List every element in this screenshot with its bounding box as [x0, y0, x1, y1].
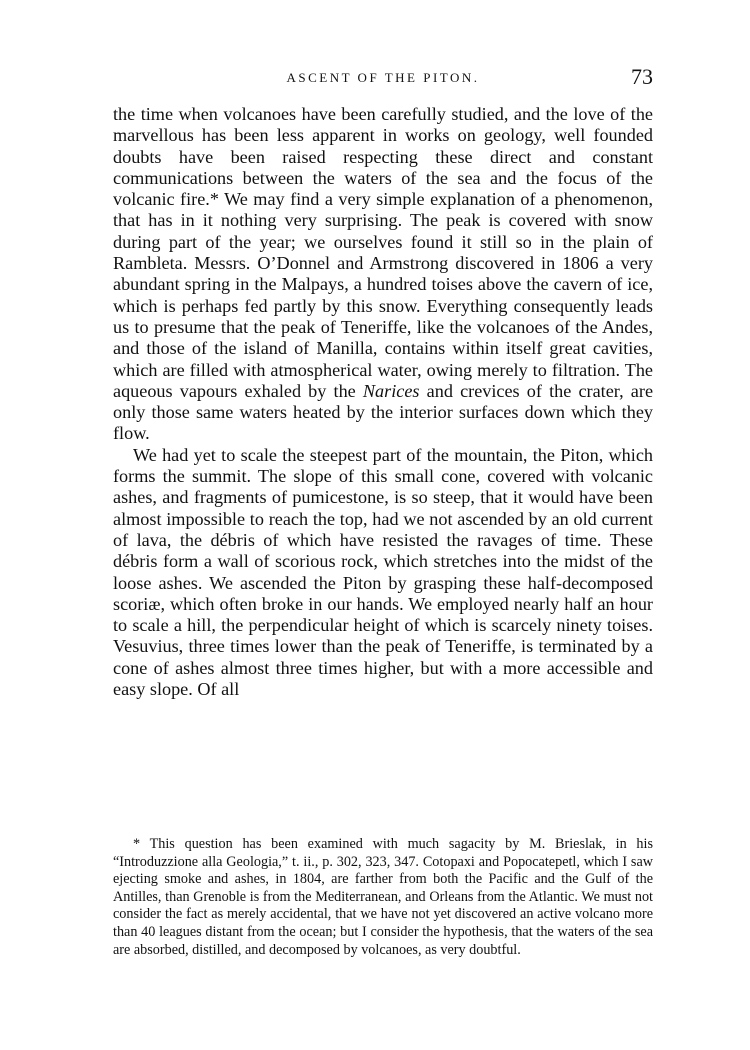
italic-term: Narices: [362, 380, 420, 401]
running-title: ASCENT OF THE PITON.: [286, 70, 480, 85]
paragraph-1-text-a: the time when volcanoes have been carefully studied, and the love of the marvellous has been less apparent in works on geology, well founded doubts have been raised respecting these direct and constant communications between the waters of the sea and the focus of the volcanic fire.* We may find a very simple explanation of a phenomenon, that has in it nothing very surprising. The peak is covered with snow during part of the year; we ourselves found it still so in the plain of Rambleta. Messrs. O’Donnel and Armstrong discovered in 1806 a very abundant spring in the Malpays, a hundred toises above the cavern of ice, which is perhaps fed partly by this snow. Everything consequently leads us to presume that the peak of Teneriffe, like the volcanoes of the Andes, and those of the island of Manilla, contains within itself great cavities, which are filled with atmospherical water, owing merely to filtration. The aqueous vapours exhaled by the: [113, 104, 653, 401]
paragraph-2: We had yet to scale the steepest part of the mountain, the Piton, which forms the summit. The slope of this small cone, covered with volcanic ashes, and fragments of pumicestone, is so steep, that it would have been almost impossible to reach the top, had we not ascended by an old current of lava, the débris of which have resisted the ravages of time. These débris form a wall of scorious rock, which stretches into the midst of the loose ashes. We ascended the Piton by grasping these half-decomposed scoriæ, which often broke in our hands. We employed nearly half an hour to scale a hill, the perpendicular height of which is scarcely ninety toises. Vesuvius, three times lower than the peak of Teneriffe, is terminated by a cone of ashes almost three times higher, but with a more accessible and easy slope. Of all: [113, 444, 653, 700]
running-head: [113, 64, 653, 94]
page-number: 73: [631, 64, 653, 89]
body-text: [113, 104, 653, 700]
paragraph-1: [113, 104, 653, 445]
paragraph-1-text-b: and crevices of the crater, are only those same waters heated by the interior surfaces down which they flow.: [113, 380, 654, 444]
footnote: * This question has been examined with much sagacity by M. Brieslak, in his “Introduzzione alla Geologia,” t. ii., p. 302, 323, 347. Cotopaxi and Popocatepetl, which I saw ejecting smoke and ashes, in 1804, are farther from both the Pacific and the Gulf of the Antilles, than Grenoble is from the Mediterranean, and Orleans from the Atlantic. We must not consider the fact as merely accidental, that we have not yet discovered an active volcano more than 40 leagues distant from the ocean; but I consider the hypothesis, that the waters of the sea are absorbed, distilled, and decomposed by volcanoes, as very doubtful.: [113, 836, 653, 958]
